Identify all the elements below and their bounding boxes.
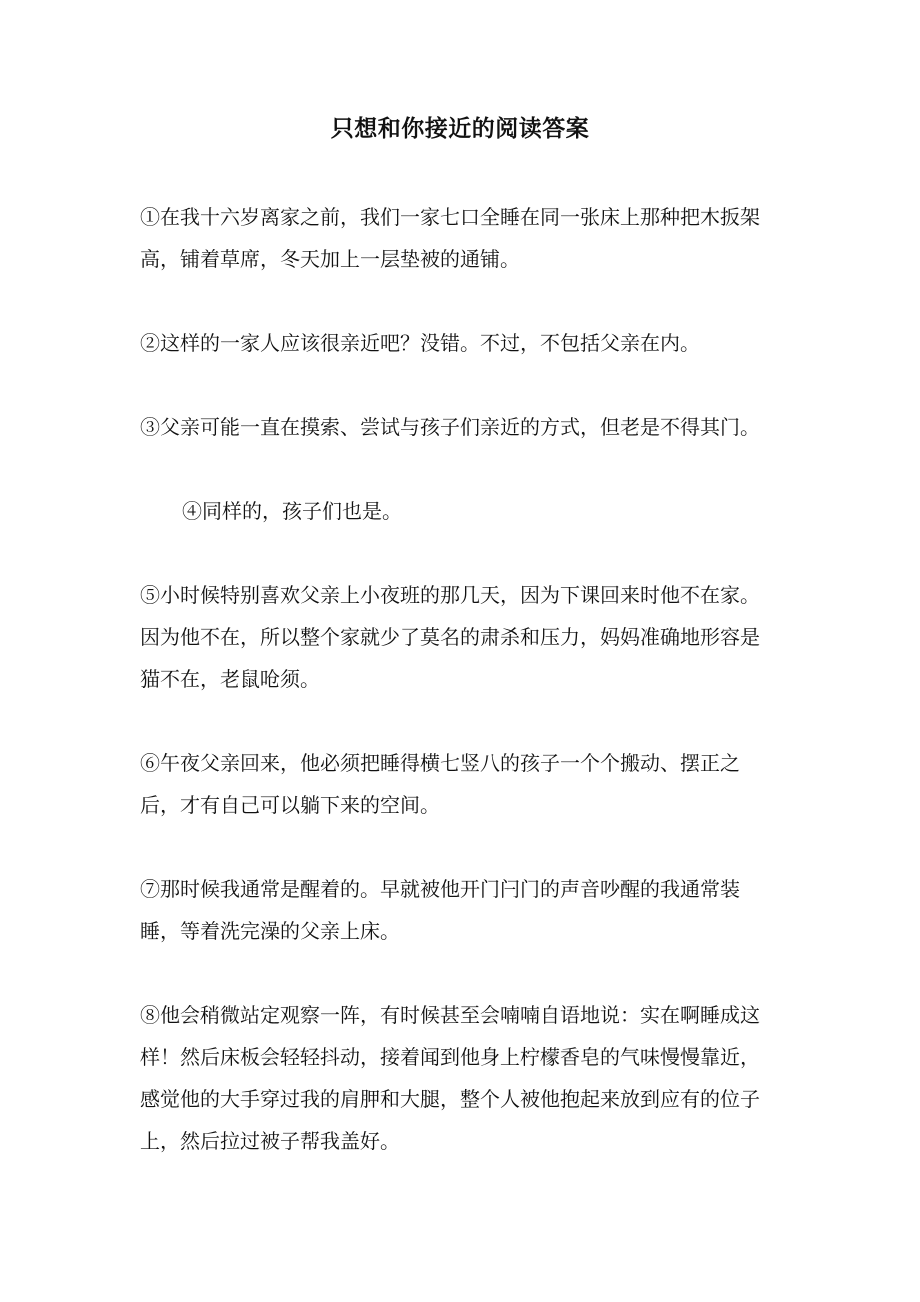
paragraph-8: ⑧他会稍微站定观察一阵，有时候甚至会喃喃自语地说：实在啊睡成这样！然后床板会轻轻抖动，接着闻到他身上柠檬香皂的气味慢慢靠近，感觉他的大手穿过我的肩胛和大腿，整个人被他抱起来放到应有的位子上，然后拉过被子帮我盖好。 bbox=[140, 1003, 760, 1153]
paragraph-4: ④同样的，孩子们也是。 bbox=[182, 499, 402, 523]
paragraph-7: ⑦那时候我通常是醒着的。早就被他开门闩门的声音吵醒的我通常装睡，等着洗完澡的父亲上床。 bbox=[140, 877, 740, 943]
paragraph-1: ①在我十六岁离家之前，我们一家七口全睡在同一张床上那种把木扳架高，铺着草席，冬天加上一层垫被的通铺。 bbox=[140, 205, 760, 271]
paragraph-3: ③父亲可能一直在摸索、尝试与孩子们亲近的方式，但老是不得其门。 bbox=[140, 415, 760, 439]
paragraph-2: ②这样的一家人应该很亲近吧？没错。不过，不包括父亲在内。 bbox=[140, 331, 700, 355]
page-title: 只想和你接近的阅读答案 bbox=[330, 115, 590, 142]
paragraph-5: ⑤小时候特别喜欢父亲上小夜班的那几天，因为下课回来时他不在家。因为他不在，所以整个家就少了莫名的肃杀和压力，妈妈准确地形容是猫不在，老鼠呛须。 bbox=[140, 583, 760, 691]
paragraph-6: ⑥午夜父亲回来，他必须把睡得横七竖八的孩子一个个搬动、摆正之后，才有自己可以躺下来的空间。 bbox=[140, 751, 740, 817]
